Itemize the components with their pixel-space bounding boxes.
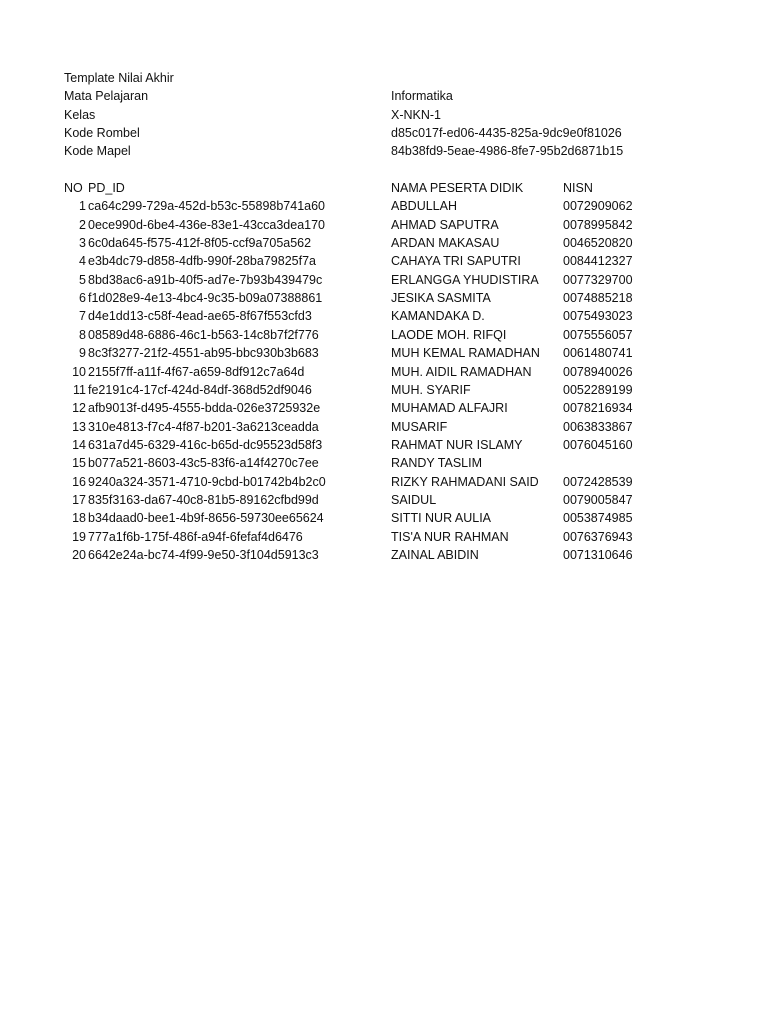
row-student-name: JESIKA SASMITA [391,291,491,306]
blank-row [0,161,768,179]
field-row-kode-mapel [0,142,768,160]
field-value: Informatika [391,89,453,104]
row-nisn: 0078940026 [563,364,633,379]
row-nisn: 0072428539 [563,474,633,489]
row-number: 15 [72,456,86,471]
row-number: 6 [79,291,86,306]
row-student-name: ABDULLAH [391,199,457,214]
row-pd-id: 08589d48-6886-46c1-b563-14c8b7f2f776 [88,327,319,342]
row-pd-id: ca64c299-729a-452d-b53c-55898b741a60 [88,199,326,214]
field-row-mata-pelajaran [0,87,768,105]
row-number: 17 [72,492,86,507]
table-row [0,546,768,564]
table-row [0,454,768,472]
row-pd-id: 2155f7ff-a11f-4f67-a659-8df912c7a64d [88,364,305,379]
row-number: 16 [72,474,86,489]
row-number: 3 [79,236,86,251]
row-nisn: 0076045160 [563,437,633,452]
field-value: X-NKN-1 [391,107,442,122]
table-row [0,436,768,454]
row-student-name: SAIDUL [391,492,437,507]
row-pd-id: 8c3f3277-21f2-4551-ab95-bbc930b3b683 [88,346,319,361]
row-number: 11 [73,382,86,397]
table-row [0,509,768,527]
row-pd-id: b34daad0-bee1-4b9f-8656-59730ee65624 [88,511,324,526]
row-student-name: MUHAMAD ALFAJRI [391,401,508,416]
row-nisn: 0063833867 [563,419,633,434]
row-number: 13 [72,419,86,434]
row-nisn: 0071310646 [563,547,633,562]
row-student-name: AHMAD SAPUTRA [391,217,499,232]
row-pd-id: fe2191c4-17cf-424d-84df-368d52df9046 [88,382,312,397]
row-student-name: TIS'A NUR RAHMAN [391,529,509,544]
row-nisn: 0061480741 [563,346,633,361]
row-number: 9 [79,346,86,361]
row-nisn: 0076376943 [563,529,633,544]
table-row [0,252,768,270]
table-row [0,381,768,399]
table-row [0,528,768,546]
row-pd-id: 6642e24a-bc74-4f99-9e50-3f104d5913c3 [88,547,319,562]
row-number: 14 [72,437,86,452]
column-header-pd-id: PD_ID [88,181,125,196]
table-row [0,234,768,252]
row-nisn: 0077329700 [563,272,633,287]
row-student-name: MUSARIF [391,419,448,434]
table-row [0,473,768,491]
field-label: Kode Rombel [64,126,140,141]
row-student-name: LAODE MOH. RIFQI [391,327,507,342]
row-number: 10 [72,364,86,379]
table-row [0,344,768,362]
row-student-name: KAMANDAKA D. [391,309,485,324]
table-row [0,418,768,436]
row-nisn: 0079005847 [563,492,633,507]
row-pd-id: b077a521-8603-43c5-83f6-a14f4270c7ee [88,456,319,471]
row-number: 4 [79,254,86,269]
field-label: Kode Mapel [64,144,131,159]
row-number: 12 [72,401,86,416]
row-nisn: 0072909062 [563,199,633,214]
table-header-row [0,179,768,197]
row-pd-id: d4e1dd13-c58f-4ead-ae65-8f67f553cfd3 [88,309,312,324]
row-student-name: MUH. SYARIF [391,382,471,397]
table-row [0,399,768,417]
spreadsheet-sheet [0,69,768,564]
row-nisn: 0084412327 [563,254,633,269]
row-student-name: ARDAN MAKASAU [391,236,500,251]
field-row-kode-rombel [0,124,768,142]
row-student-name: CAHAYA TRI SAPUTRI [391,254,521,269]
row-pd-id: 631a7d45-6329-416c-b65d-dc95523d58f3 [88,437,323,452]
row-number: 18 [72,511,86,526]
row-pd-id: 9240a324-3571-4710-9cbd-b01742b4b2c0 [88,474,326,489]
row-pd-id: e3b4dc79-d858-4dfb-990f-28ba79825f7a [88,254,316,269]
field-value: 84b38fd9-5eae-4986-8fe7-95b2d6871b15 [391,144,624,159]
field-label: Kelas [64,107,96,122]
row-student-name: ERLANGGA YHUDISTIRA [391,272,539,287]
row-nisn: 0075556057 [563,327,633,342]
field-value: d85c017f-ed06-4435-825a-9dc9e0f81026 [391,126,622,141]
row-number: 19 [72,529,86,544]
row-pd-id: 835f3163-da67-40c8-81b5-89162cfbd99d [88,492,319,507]
row-student-name: SITTI NUR AULIA [391,511,492,526]
table-row [0,197,768,215]
table-row [0,216,768,234]
row-nisn: 0078995842 [563,217,633,232]
row-pd-id: 8bd38ac6-a91b-40f5-ad7e-7b93b439479c [88,272,323,287]
row-pd-id: 0ece990d-6be4-436e-83e1-43cca3dea170 [88,217,326,232]
table-row [0,271,768,289]
row-student-name: RAHMAT NUR ISLAMY [391,437,523,452]
row-student-name: RANDY TASLIM [391,456,482,471]
column-header-no: NO [64,181,83,196]
row-nisn: 0075493023 [563,309,633,324]
row-number: 5 [79,272,86,287]
row-number: 20 [72,547,86,562]
row-nisn: 0074885218 [563,291,633,306]
row-nisn: 0046520820 [563,236,633,251]
row-nisn: 0053874985 [563,511,633,526]
row-pd-id: 6c0da645-f575-412f-8f05-ccf9a705a562 [88,236,312,251]
row-student-name: ZAINAL ABIDIN [391,547,479,562]
title-row [0,69,768,87]
row-number: 7 [79,309,86,324]
row-pd-id: f1d028e9-4e13-4bc4-9c35-b09a07388861 [88,291,323,306]
table-row [0,326,768,344]
row-number: 2 [79,217,86,232]
row-nisn: 0078216934 [563,401,633,416]
row-nisn: 0052289199 [563,382,633,397]
row-number: 8 [79,327,86,342]
field-row-kelas [0,106,768,124]
table-row [0,363,768,381]
row-student-name: MUH KEMAL RAMADHAN [391,346,540,361]
table-row [0,289,768,307]
table-row [0,307,768,325]
row-pd-id: 777a1f6b-175f-486f-a94f-6fefaf4d6476 [88,529,303,544]
field-label: Mata Pelajaran [64,89,149,104]
sheet-title: Template Nilai Akhir [64,71,174,85]
column-header-nama: NAMA PESERTA DIDIK [391,181,524,196]
table-body [0,197,768,564]
row-pd-id: afb9013f-d495-4555-bdda-026e3725932e [88,401,321,416]
table-row [0,491,768,509]
column-header-nisn: NISN [563,181,593,196]
row-student-name: RIZKY RAHMADANI SAID [391,474,539,489]
row-pd-id: 310e4813-f7c4-4f87-b201-3a6213ceadda [88,419,319,434]
row-student-name: MUH. AIDIL RAMADHAN [391,364,532,379]
row-number: 1 [79,199,86,214]
